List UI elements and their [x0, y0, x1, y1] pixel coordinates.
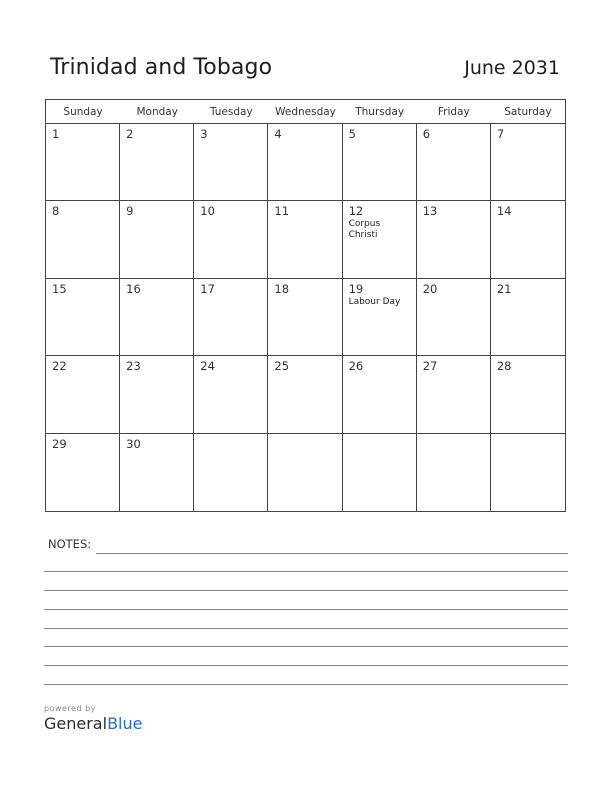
day-number: 17 — [200, 281, 215, 296]
day-number: 28 — [496, 359, 512, 374]
day-cell — [491, 279, 565, 356]
day-cell — [194, 201, 268, 278]
day-cell — [46, 434, 120, 511]
weekday-header-wednesday: Wednesday — [268, 100, 342, 124]
day-cell — [46, 356, 120, 433]
note-line — [44, 684, 568, 685]
day-cell — [268, 124, 342, 201]
day-number: 11 — [274, 204, 290, 219]
day-number: 10 — [200, 204, 215, 219]
note-line — [44, 646, 568, 647]
day-cell — [268, 434, 342, 511]
calendar-grid — [45, 99, 566, 512]
day-number: 13 — [422, 204, 438, 219]
day-number: 2 — [126, 127, 134, 141]
weekday-header-sunday: Sunday — [46, 100, 120, 124]
month-title: June 2031 — [464, 57, 560, 79]
day-cell — [268, 201, 342, 278]
holiday-label: Corpus Christi — [348, 219, 381, 241]
day-number: 21 — [496, 281, 512, 296]
weekday-header-tuesday: Tuesday — [194, 100, 268, 124]
day-number: 7 — [496, 127, 505, 141]
brand-blue-text: Blue — [107, 714, 143, 733]
day-number: 12 — [348, 204, 364, 219]
day-cell — [343, 124, 417, 201]
day-number: 16 — [126, 281, 141, 296]
day-cell — [491, 124, 565, 201]
holiday-label: Labour Day — [348, 296, 401, 307]
day-cell — [194, 124, 268, 201]
day-cell — [120, 356, 194, 433]
day-number: 5 — [348, 127, 356, 141]
day-cell — [268, 279, 342, 356]
note-line — [44, 590, 568, 591]
day-number: 30 — [126, 436, 141, 451]
generalblue-logo — [44, 704, 142, 733]
day-cell — [343, 279, 417, 356]
day-number: 29 — [52, 436, 67, 451]
day-number: 26 — [348, 359, 364, 374]
note-line — [44, 665, 568, 666]
brand-general-text: General — [44, 714, 108, 733]
note-line — [44, 609, 568, 610]
powered-by-text: powered by — [44, 704, 96, 713]
day-number: 25 — [274, 359, 290, 374]
day-number: 3 — [200, 127, 208, 141]
day-cell — [46, 279, 120, 356]
day-number: 1 — [52, 127, 60, 141]
day-number: 6 — [422, 127, 431, 141]
day-number: 15 — [52, 281, 67, 296]
day-cell — [343, 434, 417, 511]
day-cell — [491, 201, 565, 278]
day-cell — [417, 356, 491, 433]
day-number: 4 — [274, 127, 282, 141]
brand-name — [44, 714, 142, 733]
day-number: 20 — [422, 281, 438, 296]
day-number: 24 — [200, 359, 215, 374]
day-cell — [120, 434, 194, 511]
day-cell — [343, 201, 417, 278]
day-cell — [120, 279, 194, 356]
day-cell — [46, 124, 120, 201]
weekday-header-monday: Monday — [120, 100, 194, 124]
note-line — [44, 571, 568, 572]
day-cell — [343, 356, 417, 433]
page-title: Trinidad and Tobago — [50, 55, 273, 80]
day-cell — [417, 279, 491, 356]
day-number: 9 — [126, 204, 134, 219]
day-cell — [491, 434, 565, 511]
weekday-header-thursday: Thursday — [343, 100, 417, 124]
day-number: 19 — [348, 281, 364, 296]
day-cell — [120, 201, 194, 278]
day-number: 18 — [274, 281, 290, 296]
day-cell — [417, 124, 491, 201]
day-cell — [417, 201, 491, 278]
day-cell — [194, 279, 268, 356]
day-cell — [120, 124, 194, 201]
day-cell — [491, 356, 565, 433]
day-cell — [268, 356, 342, 433]
note-line — [96, 553, 568, 554]
note-line — [44, 628, 568, 629]
day-number: 27 — [422, 359, 438, 374]
day-number: 8 — [52, 204, 60, 219]
weekday-header-friday: Friday — [417, 100, 491, 124]
notes-label: NOTES: — [48, 537, 92, 551]
day-cell — [194, 434, 268, 511]
day-number: 14 — [496, 204, 512, 219]
weekday-header-saturday: Saturday — [491, 100, 565, 124]
day-cell — [194, 356, 268, 433]
day-cell — [46, 201, 120, 278]
day-number: 22 — [52, 359, 67, 374]
day-number: 23 — [126, 359, 141, 374]
day-cell — [417, 434, 491, 511]
